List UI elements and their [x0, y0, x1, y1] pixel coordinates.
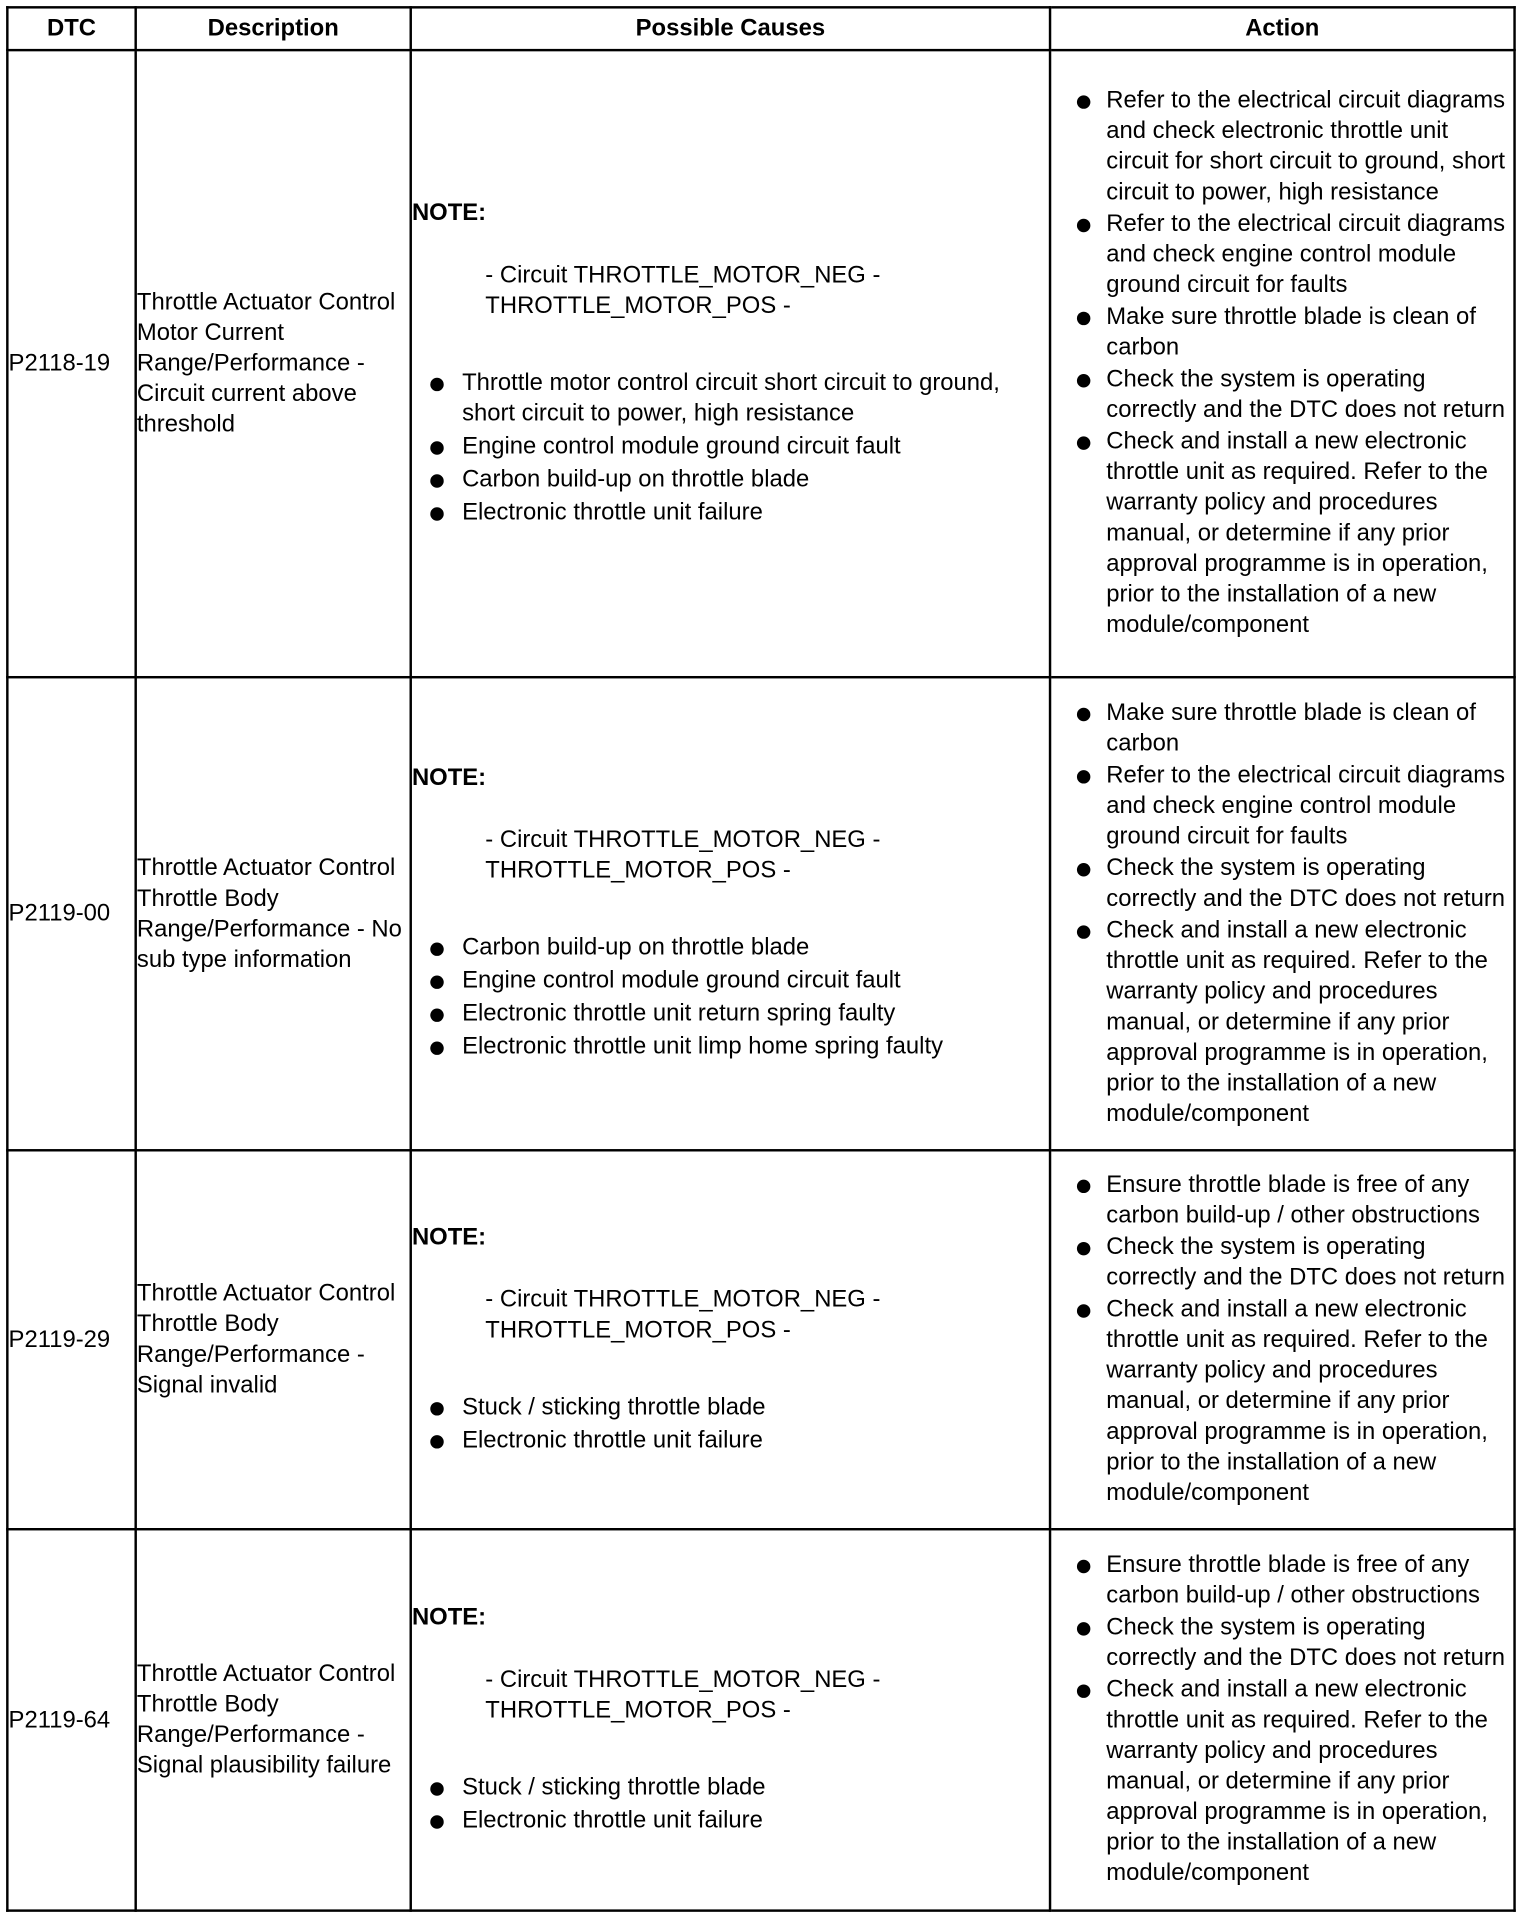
causes-list [412, 1772, 1049, 1836]
action-item: Check the system is operating correctly and the DTC does not return [1051, 1232, 1513, 1293]
cause-item: Electronic throttle unit failure [412, 1805, 1049, 1836]
circuit-note: - Circuit THROTTLE_MOTOR_NEG - THROTTLE_MOTOR_POS - [485, 826, 881, 884]
action-item: Ensure throttle blade is free of any carbon build-up / other obstructions [1051, 1170, 1513, 1231]
header-dtc: DTC [7, 7, 135, 50]
note-label: NOTE: [411, 1603, 487, 1631]
cause-item: Electronic throttle unit failure [412, 1425, 1049, 1456]
note-label: NOTE: [411, 763, 487, 791]
causes-list [412, 367, 1049, 527]
dtc-description: Throttle Actuator Control Throttle Body Range/Performance - No sub type information [136, 677, 411, 1150]
actions-list [1051, 697, 1513, 1129]
dtc-code: P2119-00 [7, 677, 135, 1150]
cause-item: Throttle motor control circuit short circuit to ground, short circuit to power, high resistance [412, 367, 1049, 428]
dtc-code: P2119-29 [7, 1150, 135, 1529]
dtc-code: P2118-19 [7, 50, 135, 677]
cause-item: Engine control module ground circuit fault [412, 431, 1049, 462]
action-cell [1050, 50, 1515, 677]
cause-item: Electronic throttle unit failure [412, 497, 1049, 528]
dtc-description: Throttle Actuator Control Motor Current Range/Performance - Circuit current above threshold [136, 50, 411, 677]
circuit-note: - Circuit THROTTLE_MOTOR_NEG - THROTTLE_MOTOR_POS - [485, 260, 881, 319]
cause-item: Carbon build-up on throttle blade [412, 464, 1049, 495]
cause-item: Carbon build-up on throttle blade [412, 933, 1049, 964]
cause-item: Electronic throttle unit limp home spring faulty [412, 1032, 1049, 1063]
actions-list [1051, 1170, 1513, 1509]
cause-item: Stuck / sticking throttle blade [412, 1392, 1049, 1423]
dtc-table [6, 6, 1516, 1912]
table-row [7, 677, 1514, 1150]
dtc-description: Throttle Actuator Control Throttle Body Range/Performance - Signal invalid [136, 1150, 411, 1529]
causes-list [412, 933, 1049, 1063]
action-item: Check the system is operating correctly and the DTC does not return [1051, 364, 1513, 425]
action-item: Make sure throttle blade is clean of carbon [1051, 302, 1513, 363]
action-cell [1050, 677, 1515, 1150]
note-label: NOTE: [411, 1223, 487, 1250]
cause-item: Stuck / sticking throttle blade [412, 1772, 1049, 1803]
action-item: Check the system is operating correctly and the DTC does not return [1051, 853, 1513, 914]
actions-list [1051, 1550, 1513, 1889]
action-item: Check and install a new electronic throttle unit as required. Refer to the warranty policy and procedures manual, or determine if any prior approval programme is in operation, prior to the installation of a new module/component [1051, 1295, 1513, 1509]
action-item: Make sure throttle blade is clean of carbon [1051, 697, 1513, 758]
action-item: Refer to the electrical circuit diagrams and check electronic throttle unit circuit for short circuit to ground, short circuit to power, high resistance [1051, 86, 1513, 208]
table-row [7, 1150, 1514, 1529]
actions-list [1051, 86, 1513, 641]
possible-causes-cell [411, 50, 1050, 677]
action-item: Check and install a new electronic throttle unit as required. Refer to the warranty policy and procedures manual, or determine if any prior approval programme is in operation, prior to the installation of a new module/component [1051, 427, 1513, 641]
action-item: Ensure throttle blade is free of any carbon build-up / other obstructions [1051, 1550, 1513, 1611]
header-action: Action [1050, 7, 1515, 50]
possible-causes-cell [411, 677, 1050, 1150]
causes-list [412, 1392, 1049, 1456]
possible-causes-cell [411, 1529, 1050, 1910]
action-cell [1050, 1529, 1515, 1910]
circuit-note: - Circuit THROTTLE_MOTOR_NEG - THROTTLE_MOTOR_POS - [485, 1285, 881, 1343]
dtc-rows [7, 50, 1514, 1910]
dtc-code: P2119-64 [7, 1529, 135, 1910]
action-item: Check and install a new electronic throttle unit as required. Refer to the warranty policy and procedures manual, or determine if any prior approval programme is in operation, prior to the installation of a new module/component [1051, 1675, 1513, 1889]
action-item: Check and install a new electronic throttle unit as required. Refer to the warranty policy and procedures manual, or determine if any prior approval programme is in operation, prior to the installation of a new module/component [1051, 915, 1513, 1129]
action-item: Refer to the electrical circuit diagrams and check engine control module ground circuit for faults [1051, 209, 1513, 301]
header-row [7, 7, 1514, 50]
circuit-note: - Circuit THROTTLE_MOTOR_NEG - THROTTLE_MOTOR_POS - [485, 1665, 881, 1723]
table-row [7, 50, 1514, 677]
header-possible-causes: Possible Causes [411, 7, 1050, 50]
action-item: Refer to the electrical circuit diagrams and check engine control module ground circuit for faults [1051, 760, 1513, 852]
header-description: Description [136, 7, 411, 50]
dtc-description: Throttle Actuator Control Throttle Body Range/Performance - Signal plausibility failure [136, 1529, 411, 1910]
note-label: NOTE: [411, 198, 487, 226]
table-row [7, 1529, 1514, 1910]
possible-causes-cell [411, 1150, 1050, 1529]
cause-item: Engine control module ground circuit fault [412, 966, 1049, 997]
action-cell [1050, 1150, 1515, 1529]
cause-item: Electronic throttle unit return spring faulty [412, 999, 1049, 1030]
action-item: Check the system is operating correctly and the DTC does not return [1051, 1612, 1513, 1673]
